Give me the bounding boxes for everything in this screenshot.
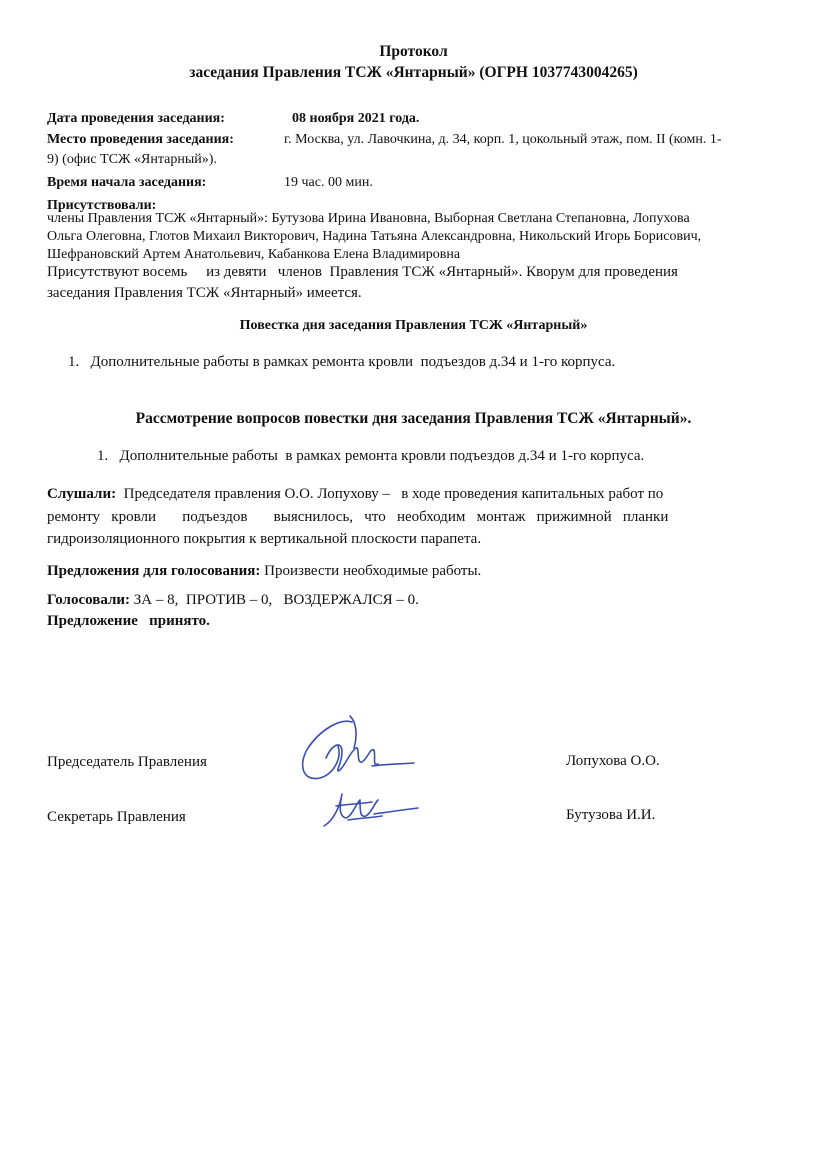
heard-line3: гидроизоляционного покрытия к вертикальной плоскости парапета. bbox=[47, 531, 482, 547]
meeting-time-row bbox=[47, 172, 783, 193]
date-label: Дата проведения заседания: bbox=[47, 111, 225, 126]
heard-line2: ремонту кровли подъездов выяснилось, что необходим монтаж прижимной планки bbox=[47, 509, 669, 525]
meeting-place-row bbox=[47, 129, 783, 150]
meeting-date-row bbox=[47, 108, 783, 129]
document-subtitle: заседания Правления ТСЖ «Янтарный» (ОГРН 1037743004265) bbox=[189, 64, 638, 81]
handwritten-signatures bbox=[290, 708, 430, 838]
date-value: 08 ноября 2021 года. bbox=[292, 111, 420, 126]
place-value-line1: г. Москва, ул. Лавочкина, д. 34, корп. 1, цокольный этаж, пом. II (комн. 1- bbox=[284, 132, 722, 147]
agenda-heading: Повестка дня заседания Правления ТСЖ «Янтарный» bbox=[239, 318, 588, 333]
heard-label: Слушали: bbox=[47, 486, 117, 502]
secretary-role: Секретарь Правления bbox=[47, 809, 186, 825]
proposal-line bbox=[47, 561, 783, 582]
attendance-line1: члены Правления ТСЖ «Янтарный»: Бутузова Ирина Ивановна, Выборная Светлана Степановна, Лопухова bbox=[47, 211, 690, 226]
voted-label: Голосовали: bbox=[47, 592, 131, 608]
signature-chair-stroke1 bbox=[303, 721, 352, 778]
chair-name: Лопухова О.О. bbox=[566, 753, 660, 769]
attendance-label: Присутствовали: bbox=[47, 198, 157, 213]
chair-role: Председатель Правления bbox=[47, 754, 207, 770]
proposal-label: Предложения для голосования: bbox=[47, 563, 261, 579]
voted-text: ЗА – 8, ПРОТИВ – 0, ВОЗДЕРЖАЛСЯ – 0. bbox=[130, 592, 419, 608]
quorum-line2: заседания Правления ТСЖ «Янтарный» имеется. bbox=[47, 285, 362, 301]
signature-secretary-stroke1 bbox=[324, 794, 378, 826]
consideration-heading: Рассмотрение вопросов повестки дня заседания Правления ТСЖ «Янтарный». bbox=[135, 410, 692, 427]
consideration-item: 1. Дополнительные работы в рамках ремонта кровли подъездов д.34 и 1-го корпуса. bbox=[97, 448, 645, 464]
secretary-name: Бутузова И.И. bbox=[566, 807, 656, 823]
heard-text-1: Председателя правления О.О. Лопухову – в ходе проведения капитальных работ по bbox=[116, 486, 664, 502]
time-label: Время начала заседания: bbox=[47, 175, 207, 190]
proposal-result: Предложение принято. bbox=[47, 613, 210, 629]
signature-chair-stroke4 bbox=[350, 716, 356, 748]
heard-line1 bbox=[47, 484, 783, 505]
place-value-line2: 9) (офис ТСЖ «Янтарный»). bbox=[47, 152, 217, 167]
proposal-text: Произвести необходимые работы. bbox=[260, 563, 482, 579]
quorum-line1: Присутствуют восемь из девяти членов Правления ТСЖ «Янтарный». Кворум для проведения bbox=[47, 264, 678, 280]
attendance-line2: Ольга Олеговна, Глотов Михаил Викторович, Надина Татьяна Александровна, Никольский Игорь Борисович, bbox=[47, 229, 702, 244]
voted-line bbox=[47, 590, 783, 611]
place-label: Место проведения заседания: bbox=[47, 132, 234, 147]
document-title: Протокол bbox=[379, 43, 448, 60]
attendance-line3: Шефрановский Артем Анатольевич, Кабанкова Елена Владимировна bbox=[47, 247, 461, 262]
signature-secretary-stroke3 bbox=[374, 808, 418, 814]
agenda-item: 1. Дополнительные работы в рамках ремонта кровли подъездов д.34 и 1-го корпуса. bbox=[68, 354, 616, 370]
signature-secretary-stroke2 bbox=[336, 802, 372, 806]
time-value: 19 час. 00 мин. bbox=[284, 175, 373, 190]
